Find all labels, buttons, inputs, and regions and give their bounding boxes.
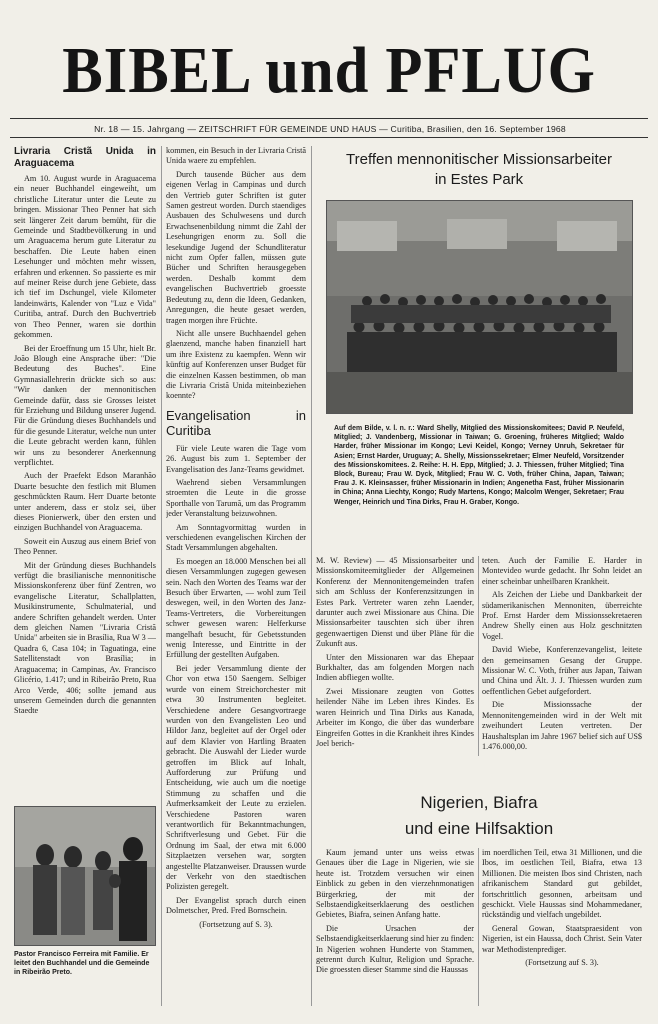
treffen-title-line-2: in Estes Park — [434, 171, 524, 188]
nigerien-title-line-1: Nigerien, Biafra — [420, 793, 538, 812]
masthead-rule-top — [10, 118, 648, 119]
paragraph: kommen, ein Besuch in der Livraria Cristã Unida waere zu empfehlen. — [166, 146, 306, 166]
article-heading-nigerien — [316, 790, 642, 842]
issue-line: Nr. 18 — 15. Jahrgang — ZEITSCHRIFT FÜR GEMEINDE UND HAUS — Curitiba, Brasilien, den 16. September 1968 — [94, 124, 566, 134]
family-photo — [14, 806, 156, 946]
paragraph: Der Evangelist sprach durch einen Dolmetscher, Pred. Fred Bornschein. — [166, 895, 306, 916]
paragraph: Zwei Missionare zeugten von Gottes heilender Nähe im Leben ihres Kindes. Es waren Heinrich und Tina Dirks aus Kanada, Arbeiter im Kongo, die über das wunderbare Eingreifen Gottes in die Krankheit ihres Kindes Joel berich- — [316, 686, 474, 748]
column-divider — [478, 848, 479, 1006]
paragraph: Auch der Praefekt Edson Maranhão Duarte besuchte den festlich mit Blumen geschmückten Raum. Herr Duarte betonte unter anderem, dass er stolz sei, über dieses Pionierwerk, über den ersten und einzigen Buchhandel von Araguacema. — [14, 471, 156, 533]
paragraph: Waehrend sieben Versammlungen stroemten die Leute in die grosse Sporthalle von Tarumã, um das Programm jeder Veranstaltung beizuwohnen. — [166, 477, 306, 519]
paragraph: General Gowan, Staatspraesident von Nigerien, ist ein Haussa, doch Christ. Sein Vater war Methodistenprediger. — [482, 923, 642, 954]
column-divider — [478, 556, 479, 756]
paragraph: Durch tausende Bücher aus dem eigenen Verlag in Campinas und durch den Vertrieb guter Schriften ist guter Samen gestreut worden. Durch staendiges Ausbauen des Schulwesens und durch Erwachsenenbildung nimmt die Zahl der Lesehungrigen enorm zu. Soll die lesekundige Jugend der Schundliteratur nicht zum Opfer fallen, müssen gute Bücher und Schriften herausgegeben werden. Deshalb kommt dem evangelischen Buchvertrieb groesste Bedeutung zu, denn die Ideen, Gedanken, Anregungen, die heute gesaet werden, tragen morgen ihre Früchte. — [166, 169, 306, 325]
paragraph: Die Missionssache der Mennonitengemeinden wird in der Welt mit zweihundert Leuten vertreten. Der Haushaltsplan im Jahre 1967 belief sich auf US$ 1.476.000,00. — [482, 700, 642, 751]
article-heading-livraria: Livraria Cristã Unida in Araguacema — [14, 146, 156, 169]
nigerien-column-b — [482, 848, 642, 1008]
paragraph: David Wiebe, Konferenzevangelist, leitete den gemeinsamen Gesang der Gruppe. Missionar W. C. Voth, früher aus Japan, Taiwan und China und Ält. J. J. Thiessen wurden zum oeffentlichen Gebet aufgefordert. — [482, 645, 642, 696]
family-photo-caption: Pastor Francisco Ferreira mit Familie. Er leitet den Buchhandel und die Gemeinde in Ribeirão Preto. — [14, 951, 150, 976]
paragraph: Als Zeichen der Liebe und Dankbarkeit der südamerikanischen Mennoniten, überreichte Prof. Ernst Harder dem Missionssekretaeren Andrew Shelly einen aus Holz geschnitzten Vogel. — [482, 590, 642, 641]
continuation-note: (Fortsetzung auf S. 3). — [199, 919, 273, 929]
treffen-column-b — [482, 556, 642, 758]
paragraph: im noerdlichen Teil, etwa 31 Millionen, und die Ibos, im oestlichen Teil, Biafra, etwa 13 Millionen. Die meisten Ibos sind Christen, nach afrikanischem Standard gut gebildet, fortschrittlich gesonnen, arbeitsam und geschickt. Viele Haussas sind Mohammedaner, rückständig und vielfach ungebildet. — [482, 848, 642, 920]
paragraph: Soweit ein Auszug aus einem Brief von Theo Penner. — [14, 536, 156, 557]
group-photo-image — [327, 201, 632, 413]
treffen-column-a — [316, 556, 474, 758]
masthead-rule-bottom — [10, 137, 648, 138]
paragraph: Nicht alle unsere Buchhaendel gehen glaenzend, manche haben finanziell hart um ihre Existenz zu kaempfen. Wenn wir künftig auf Konferenzen unser Budget für die einzelnen Kassen bestimmen, ob man die Livraria Cristã Unida miteinbeziehen koennte? — [166, 328, 306, 401]
paragraph: M. W. Review) — 45 Missionsarbeiter und Missionskomiteemitglieder der Allgemeinen Konferenz der Mennonitengemeinden trafen sich am Schluss der Konferenzsitzungen in Estes Park. Vertreter waren zehn Laender, darunter auch zwei Missionare aus China. Die Missionsarbeiter tauschten sich über ihren gegenwaertigen Dienst und über Pläne für die Zukunft aus. — [316, 556, 474, 649]
family-photo-image — [15, 807, 155, 945]
paragraph: Bei der Eroeffnung um 15 Uhr, hielt Br. João Blough eine Ansprache über: "Die Bedeutung des Buches". Eine Gymnasiallehrerin drückte sich so aus: "Wir danken der mennonitischen Gemeinde dafür, dass sie Grosses leistet für Erziehung und Bildung unserer Jugend. Für die Gründung dieses Buchhandels und für die gesunde Literatur, welche nun unter die Leute gebracht werden kann, fühlen wir uns zu besonderer Anerkennung verpflichtet. — [14, 343, 156, 467]
paragraph: Für viele Leute waren die Tage vom 26. August bis zum 1. September der Evangelisation des Janz-Teams gewidmet. — [166, 443, 306, 474]
paragraph: Bei jeder Versammlung diente der Chor von etwa 150 Saengern. Selbiger wurde von einem Streichorchester mit etwa 30 Instrumenten begleitet. Verschiedene andere Gesangvortraege wurden von den Evangelisten Leo und Hildor Janz, begleitet auf der Orgel oder auf dem Klavier von Hartling Braaten gebracht. Die Auswahl der Lieder wurde getroffen im Blick auf Inhalt, Aufforderung zur Prüfung und Entscheidung, wie auch um die noetige Stimmung zu schaffen und die Aufmerksamkeit der Leute zu erzielen. Verschiedene Pastoren waren verantwortlich für Bekanntmachungen, Schriftverlesung und Gebet. Für die Ordnung im Saal, der etwa mit 6.000 Sitzplaetzen versehen war, sorgten angestellte Platzanweiser. Draussen wurde der Verkehr von den staedtischen Polizisten geregelt. — [166, 663, 306, 892]
missionaries-group-photo — [326, 200, 633, 414]
article-heading-treffen — [316, 150, 642, 190]
column-2 — [166, 146, 306, 1006]
paragraph: Die Ursachen der Selbstaendigkeitserklaerung sind hier zu finden: In Nigerien wohnen Hunderte von Stammen, getrennt durch Kultur, Religion und Sprache. Die groessten dieser Stamme sind die Haussas — [316, 923, 474, 975]
column-divider — [161, 146, 162, 1006]
paragraph: Kaum jemand unter uns weiss etwas Genaues über die Lage in Nigerien, wie sie heute ist. Trotzdem versuchen wir einen Einblick zu geben in den vierzehnmonatigen Bürgerkrieg, der mit der Selbstaendigkeitserklaerung des oestlichen Gebietes, Biafra, seinen Anfang hatte. — [316, 848, 474, 920]
continuation-note: (Fortsetzung auf S. 3). — [525, 958, 599, 968]
masthead-title: BIBEL und PFLUG — [62, 34, 596, 107]
paragraph: Am 10. August wurde in Araguacema ein neuer Buchhandel eingeweiht, um christliche Literatur unter die Leute zu bringen. Missionar Theo Penner hat sich seit längerer Zeit darum bemüht, für die Gemeinde und Stadtbevölkerung in und um Araguacema herum gute Literatur zu beschaffen. Die Leute haben einen Lesehunger und möchten mehr wissen, erfahren und erkennen. So passierte es mir auf meiner Reise durch jene Gebiete, dass ich tief im Dschungel, viele Kilometer landeinwärts, Kalender von "Luz e Vida" Curitiba, antraf. Durch den Buchvertrieb von Theo Penner, waren sie dorthin gekommen. — [14, 174, 156, 340]
group-photo-caption: Auf dem Bilde, v. l. n. r.: Ward Shelly, Mitglied des Missionskomitees; David P. Neufeld, Mitglied; J. Vandenberg, Missionar in Taiwan; G. Groening, früheres Mitglied; Waldo Harder, früher Missionar im Kongo; Levi Keidel, Kongo; Verney Unruh, Sekretaer für Asien; Ernst Harder, Uruguay; A. Shelly, Missionssekretaer; Elmer Neufeld, Vorsitzender des Missionskomitees. 2. Reihe: H. H. Epp, Mitglied; J. J. Thiessen, früher Mitglied; Tina Block, Bureau; Frau W. Dyck, Mitglied; Frau W. C. Voth, früher China, Japan, Taiwan; Frau J. K. Kleinsasser, früher Missionarin in Indien; Angenetha Fast, früher Missionarin in China; Anna Liechty, Kongo; Rudy Martens, Kongo; Malcolm Wenger, Sekretaer; Frau Wenger, Heinrich und Tina Dirks, Frau H. Graber, Kongo. — [334, 425, 624, 506]
nigerien-title-line-2: und eine Hilfsaktion — [404, 819, 554, 838]
nigerien-column-a — [316, 848, 474, 1008]
paragraph: Am Sonntagvormittag wurden in verschiedenen evangelischen Kirchen der Stadt Versammlungen abgehalten. — [166, 522, 306, 553]
article-heading-evangelisation: Evangelisation in Curitiba — [166, 407, 306, 438]
paragraph: Unter den Missionaren war das Ehepaar Burkhalter, das am folgenden Morgen nach Indien abfliegen wollte. — [316, 652, 474, 683]
column-divider — [311, 146, 312, 1006]
paragraph: Mit der Gründung dieses Buchhandels verfügt die brasilianische mennonitische Missionskonferenz über fünf Zentren, wo evangelische Literatur, Schallplatten, Musikinstrumente, Schulmaterial, und andere Schriften gehandelt werden. Unter dem gleichen Namen "Livraria Cristã Unida" arbeiten sie in Brasília, Rua W 3 — Quadra 6, Casa 104; in Taguatinga, eine Satellitenstadt von Brasília; in Araguacema; in Campinas, Av. Francisco Glicério, 1.417; und in Ribeirão Preto, Rua Arco Verde, 406; sollte jemand aus unserem Gemeinden durch die genannten Staedte — [14, 560, 156, 716]
paragraph: teten. Auch der Familie E. Harder in Montevideo wurde gedacht. Ihr Sohn leidet an einer scheinbar unheilbaren Krankheit. — [482, 556, 642, 586]
column-1 — [14, 146, 156, 798]
paragraph: Es moegen an 18.000 Menschen bei all diesen Versammlungen zugegen gewesen sein. Nach den Worten des Teams war der Besuch über Erwarten, — wohl zum Teil deswegen, weil, in den Worten des Janz-Teams-Vertreters, die Vorbereitungen schwer gewesen waren: Helferkurse mangelhaft besucht, für Gebetsstunden wenig Interesse, und Eintritte in der Erfüllung der gestellten Aufgaben. — [166, 556, 306, 660]
treffen-title-line-1: Treffen mennonitischer Missionsarbeiter — [346, 151, 612, 168]
